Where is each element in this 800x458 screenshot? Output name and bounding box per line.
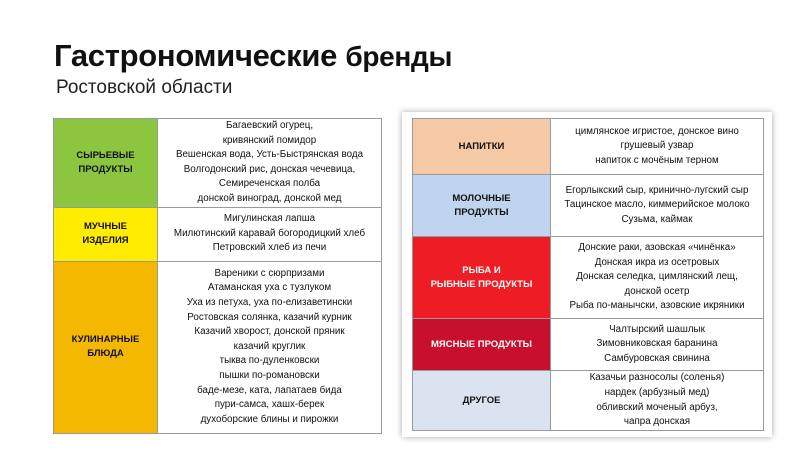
left-brands-table [53,118,382,434]
category-cell [413,319,551,371]
page-subtitle: Ростовской области [56,77,233,98]
brand-item: напиток с мочёным терном [595,154,719,166]
brand-item: чапра донская [623,416,691,428]
page-title [54,38,452,74]
items-cell [551,319,764,371]
brand-item: Рыба по-манычски, азовские икряники [569,300,745,312]
category-label: МОЛОЧНЫЕ [452,192,511,204]
table-row [413,175,764,237]
category-label: СЫРЬЕВЫЕ [76,149,135,161]
brand-item: донской осетр [624,285,690,297]
brand-item: Вареники с сюрпризами [214,267,325,279]
category-cell [413,175,551,237]
items-cell [551,175,764,237]
brand-item: Казачий хворост, донской пряник [194,326,345,338]
table-row [413,319,764,371]
brand-item: Багаевский огурец, [225,120,314,131]
brand-item: Казачьи разносолы (соленья) [589,372,725,384]
brand-item: пури-самса, хашх-берек [214,399,325,411]
category-label: КУЛИНАРНЫЕ [71,334,140,346]
table-row [54,261,382,433]
brand-item: Егорлыкский сыр, кринично-лугский сыр [565,184,749,196]
table-row [413,237,764,319]
brand-item: Тацинское масло, киммерийское молоко [564,199,750,211]
title-rest: бренды [345,41,453,72]
brand-item: баде-мезе, ката, лапатаев бида [197,384,342,396]
brand-item: пышки по-романовски [219,369,320,381]
brand-item: Мигулинская лапша [223,213,316,225]
brand-item: духоборские блины и пирожки [200,413,339,425]
items-cell [158,119,382,208]
brand-item: Вешенская вода, Усть-Быстрянская вода [175,149,364,161]
items-cell [551,119,764,175]
category-cell [54,119,158,208]
table-row [54,119,382,208]
category-cell [413,237,551,319]
brand-item: Волгодонский рис, донская чечевица, [183,163,356,175]
category-label: РЫБНЫЕ ПРОДУКТЫ [430,278,533,290]
category-label: РЫБА И [462,264,501,276]
table-row [413,119,764,175]
items-cell [158,207,382,261]
right-table-panel [402,112,772,437]
brand-item: Зимовниковская баранина [596,338,718,350]
right-brands-table [412,118,764,431]
brand-item: нардек (арбузный мед) [604,386,710,398]
category-label: БЛЮДА [87,348,124,360]
brand-item: Донская селедка, цимлянский лещ, [576,271,738,283]
brand-item: обливский моченый арбуз, [596,401,718,413]
brand-item: донской виноград, донской мед [197,192,342,204]
category-label: НАПИТКИ [458,140,505,152]
table-row [54,207,382,261]
brand-item: кривянский помидор [222,134,317,146]
category-label: ИЗДЕЛИЯ [82,235,129,247]
brand-item: Сузьма, каймак [621,213,693,225]
brand-item: Донская икра из осетровых [594,256,720,268]
category-label: МЯСНЫЕ ПРОДУКТЫ [431,338,532,350]
table-row [413,371,764,431]
category-cell [54,207,158,261]
brand-item: Петровский хлеб из печи [212,242,327,254]
category-cell [54,261,158,433]
category-label: МУЧНЫЕ [84,221,127,233]
brand-item: цимлянское игристое, донское вино [575,125,739,137]
brand-item: тыква по-дуленковски [219,355,320,367]
brand-item: Милютинский каравай богородицкий хлеб [173,227,366,239]
category-label: ПРОДУКТЫ [78,163,133,175]
brand-item: Самбуровская свинина [604,352,710,364]
items-cell [551,237,764,319]
brand-item: Ростовская солянка, казачий курник [187,311,352,323]
title-bold: Гастрономические [54,38,338,73]
category-label: ДРУГОЕ [462,394,501,406]
brand-item: казачий круглик [233,340,306,352]
items-cell [158,261,382,433]
category-label: ПРОДУКТЫ [454,206,509,218]
brand-item: Атаманская уха с тузлуком [207,282,332,294]
brand-item: Донские раки, азовская «чинёнка» [578,242,736,254]
category-cell [413,119,551,175]
category-cell [413,371,551,431]
brand-item: грушевый узвар [620,140,694,152]
brand-item: Семиреченская полба [218,178,321,190]
brand-item: Уха из петуха, уха по-елизаветински [186,296,353,308]
brand-item: Чалтырский шашлык [609,323,705,335]
items-cell [551,371,764,431]
